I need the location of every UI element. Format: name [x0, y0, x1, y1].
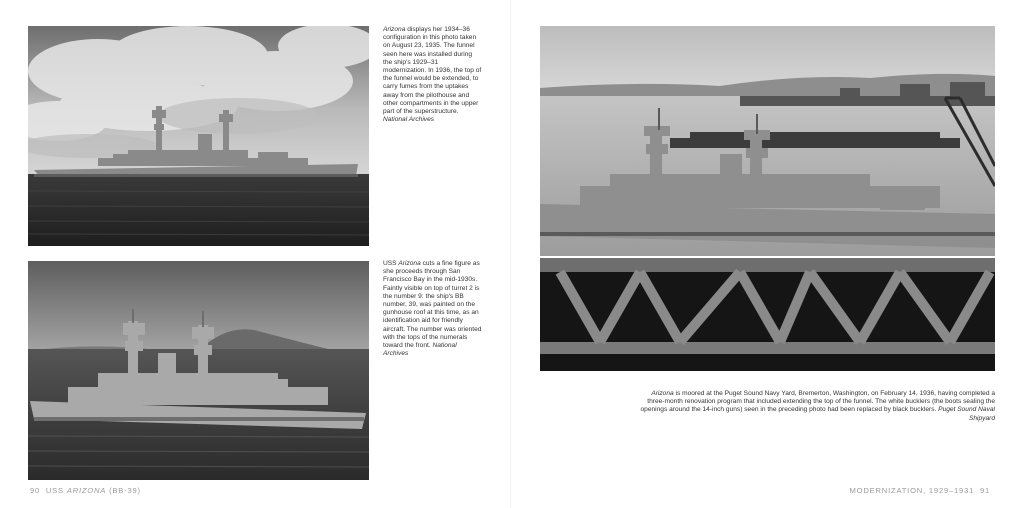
running-head-section: MODERNIZATION, 1929–1931	[849, 486, 975, 495]
caption-prefix: USS	[383, 260, 399, 267]
caption-ship-name: Arizona	[651, 390, 674, 397]
page-gutter	[510, 0, 512, 508]
photo-arizona-puget-sound	[540, 26, 995, 371]
caption-ship-name: Arizona	[383, 26, 406, 33]
caption-credit: Puget Sound Naval Shipyard	[938, 406, 995, 422]
caption-ship-name: Arizona	[398, 260, 421, 267]
page-number: 91	[979, 486, 990, 495]
running-head-suffix: (BB-39)	[106, 486, 141, 495]
caption-body: displays her 1934–36 configuration in this photo taken on August 23, 1935. The funnel seen here was installed during the ship's 1929–31 modernization. In 1936, the top of the funnel would be extended, to carry fumes from the uptakes away from the pilothouse and other compartments in the upper part of the superstructure.	[383, 26, 482, 116]
running-head-ship: ARIZONA	[66, 486, 107, 495]
caption-credit: National Archives	[383, 342, 457, 358]
right-folio	[850, 486, 990, 495]
photo-arizona-sf-bay	[28, 261, 369, 480]
caption-photo-3	[640, 390, 995, 423]
photo-arizona-1935	[28, 26, 369, 246]
left-folio	[30, 486, 141, 495]
page-number: 90	[30, 486, 41, 495]
caption-photo-1	[383, 26, 483, 124]
running-head-prefix: USS	[45, 486, 67, 495]
caption-body: cuts a fine figure as she proceeds through San Francisco Bay in the mid-1930s. Faintly visible on top of turret 2 is the number 9: the ship's BB number, 39, was painted on the gunhouse roof at this time, as an identification aid for friendly aircraft. The number was oriented with the tops of the numerals toward the front.	[383, 260, 482, 350]
caption-body: is moored at the Puget Sound Navy Yard, Bremerton, Washington, on February 14, 1936, having completed a three-month renovation program that included extending the top of the funnel. The white bucklers (the boots sealing the openings around the 14-inch guns) seen in the preceding photo had been replaced by black bucklers.	[640, 390, 995, 414]
caption-credit: National Archives	[383, 116, 435, 124]
caption-photo-2	[383, 260, 483, 358]
